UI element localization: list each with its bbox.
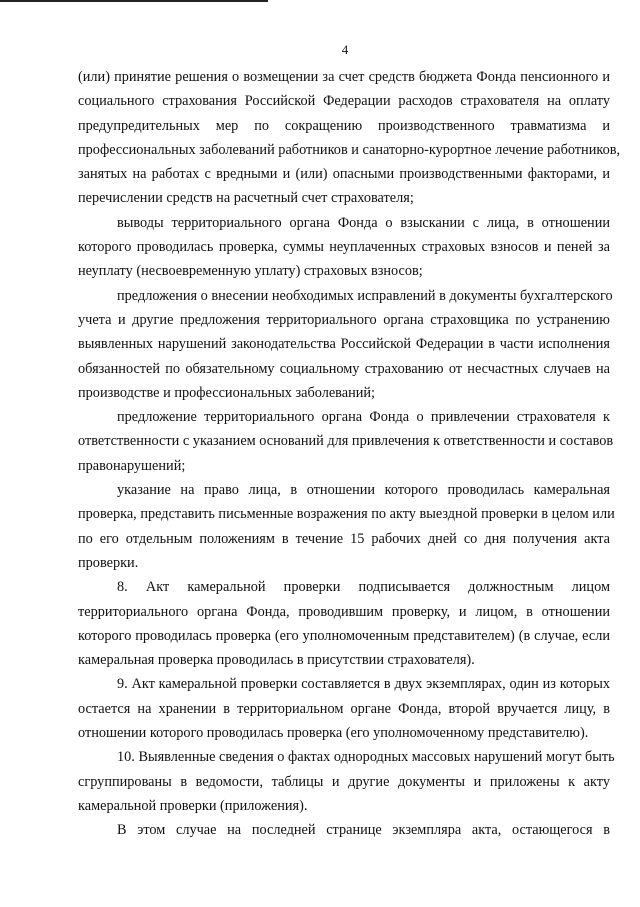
text-line: предложение территориального органа Фонда о привлечении страхователя к [117, 409, 610, 426]
text-line: камеральная проверка проводилась в присутствии страхователя). [78, 652, 475, 669]
page-number: 4 [341, 42, 349, 57]
text-line: обязанностей по обязательному социальному страхованию от несчастных случаев на [78, 360, 610, 377]
text-line: территориального органа Фонда, проводившим проверку, и лицом, в отношении [78, 603, 610, 620]
text-line: производстве и профессиональных заболеваний; [78, 384, 376, 401]
text-line: выводы территориального органа Фонда о взыскании с лица, в отношении [117, 214, 610, 231]
text-line: камеральной проверки (приложения). [78, 797, 308, 814]
text-line: выявленных нарушений законодательства Российской Федерации в части исполнения [78, 336, 610, 353]
text-line: В этом случае на последней странице экземпляра акта, остающегося в [117, 822, 610, 839]
text-line: 8. Акт камеральной проверки подписывается должностным лицом [117, 579, 610, 596]
text-line: 9. Акт камеральной проверки составляется в двух экземплярах, один из которых [117, 676, 610, 693]
document-body [78, 65, 621, 843]
text-line: предложения о внесении необходимых исправлений в документы бухгалтерского [117, 287, 613, 304]
text-line: отношении которого проводилась проверка (его уполномоченному представителю). [78, 725, 589, 742]
text-line: проверки. [78, 554, 139, 571]
text-line: проверка, представить письменные возражения по акту выездной проверки в целом или [78, 506, 615, 523]
text-line: которого проводилась проверка (его уполномоченным представителем) (в случае, если [78, 627, 610, 644]
text-line: правонарушений; [78, 457, 186, 474]
text-line: перечислении средств на расчетный счет страхователя; [78, 190, 414, 207]
text-line: учета и другие предложения территориального органа страховщика по устранению [78, 311, 610, 328]
text-line: сгруппированы в ведомости, таблицы и другие документы и приложены к акту [78, 773, 610, 790]
text-line: социального страхования Российской Федерации расходов страхователя на оплату [78, 93, 610, 110]
text-line: (или) принятие решения о возмещении за счет средств бюджета Фонда пенсионного и [78, 69, 610, 85]
text-line: неуплату (несвоевременную уплату) страховых взносов; [78, 263, 423, 280]
top-rule [0, 0, 268, 2]
text-line: остается на хранении в территориальном органе Фонда, второй вручается лицу, в [78, 700, 610, 717]
text-line: ответственности с указанием оснований для привлечения к ответственности и составов [78, 433, 614, 450]
text-line: занятых на работах с вредными и (или) опасными производственными факторами, и [78, 166, 610, 183]
text-line: по его отдельным положениям в течение 15 рабочих дней со дня получения акта [78, 530, 610, 547]
text-line: 10. Выявленные сведения о фактах однородных массовых нарушений могут быть [117, 749, 615, 766]
text-line: которого проводилась проверка, суммы неуплаченных страховых взносов и пеней за [78, 239, 610, 256]
text-line: предупредительных мер по сокращению производственного травматизма и [78, 117, 610, 134]
text-line: указание на право лица, в отношении которого проводилась камеральная [117, 482, 610, 499]
text-line: профессиональных заболеваний работников и санаторно-курортное лечение работников, [78, 141, 621, 158]
